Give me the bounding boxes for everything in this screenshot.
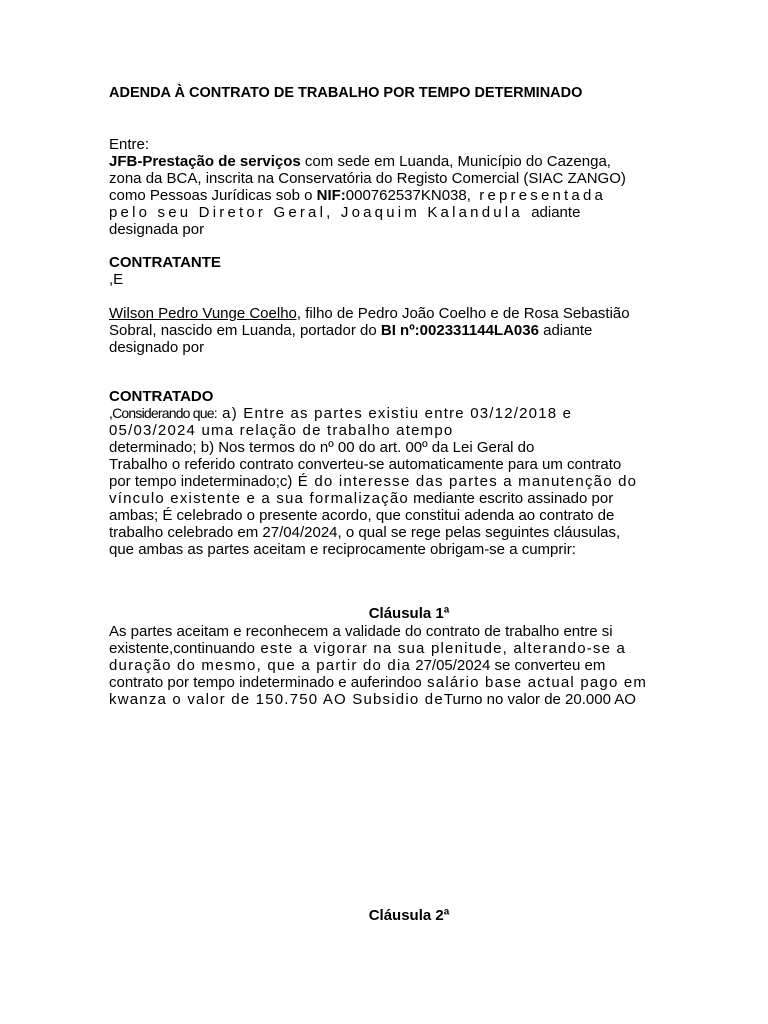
party1-name: JFB-Prestação de serviços bbox=[109, 153, 301, 170]
party2-line-3: designado por bbox=[109, 339, 205, 356]
considerando-line-1 bbox=[109, 405, 669, 422]
considerando-line-4: Trabalho o referido contrato converteu-se automaticamente para um contrato bbox=[109, 456, 622, 473]
considerando-label: ,Considerando que: bbox=[109, 405, 217, 421]
considerando-line-7: ambas; É celebrado o presente acordo, que constitui adenda ao contrato de bbox=[109, 507, 615, 524]
party1-line-3 bbox=[109, 187, 669, 204]
party1-text-1: com sede em Luanda, Município do Cazenga, bbox=[300, 153, 611, 170]
clausula-1-text-4a: contrato por tempo indeterminado e auferindoo bbox=[109, 674, 422, 691]
clausula-1-body bbox=[109, 623, 669, 708]
contratado-block bbox=[109, 388, 669, 558]
party2-block bbox=[109, 305, 669, 356]
considerando-text-6b: mediante escrito assinado por bbox=[408, 490, 614, 507]
clausula-1-text-2a: existente,continuando bbox=[109, 640, 255, 657]
clausula-1-text-5b: Turno no valor de 20.000 AO bbox=[443, 691, 636, 708]
bi-number: BI nº:002331144LA036 bbox=[380, 322, 539, 339]
nif-label: NIF: bbox=[316, 187, 346, 204]
considerando-text-1: a) Entre as partes existiu entre 03/12/2018 e bbox=[216, 405, 573, 422]
party2-line-2 bbox=[109, 322, 669, 339]
considerando-text-5a: por tempo indeterminado;c) bbox=[109, 473, 293, 490]
clausula-1-text-3a: duração do mesmo, que a partir do dia bbox=[109, 657, 412, 674]
considerando-line-8: trabalho celebrado em 27/04/2024, o qual se rege pelas seguintes cláusulas, bbox=[109, 524, 621, 541]
party1-line-2: zona da BCA, inscrita na Conservatória do Registo Comercial (SIAC ZANGO) bbox=[109, 170, 626, 187]
party1-block bbox=[109, 136, 669, 238]
document-title: ADENDA À CONTRATO DE TRABALHO POR TEMPO DETERMINADO bbox=[109, 85, 583, 101]
party1-text-4b: adiante bbox=[527, 204, 581, 221]
party1-text-4: pelo seu Diretor Geral, Joaquim Kalandula bbox=[109, 204, 523, 221]
clausula-1-line-5 bbox=[109, 691, 669, 708]
party1-line-1 bbox=[109, 153, 669, 170]
clausula-1-text-2b: este a vigorar na sua plenitude, alterando-se a bbox=[254, 640, 627, 657]
clausula-1-line-3 bbox=[109, 657, 669, 674]
clausula-1-line-4 bbox=[109, 674, 669, 691]
clausula-1-text-4b: salário base actual pago em bbox=[421, 674, 648, 691]
contratante-suffix: ,E bbox=[109, 271, 124, 288]
party2-line-1 bbox=[109, 305, 669, 322]
party1-text-3a: como Pessoas Jurídicas sob o bbox=[109, 187, 317, 204]
considerando-text-6a: vínculo existente e a sua formalização bbox=[109, 490, 409, 507]
considerando-line-2: 05/03/2024 uma relação de trabalho atempo bbox=[109, 422, 454, 439]
clausula-1-line-2 bbox=[109, 640, 669, 657]
considerando-line-6 bbox=[109, 490, 669, 507]
party2-name: Wilson Pedro Vunge Coelho, bbox=[109, 305, 302, 322]
clausula-1-text-5a: kwanza o valor de 150.750 AO Subsidio de bbox=[109, 691, 444, 708]
clausula-1-text-3b: 27/05/2024 se converteu em bbox=[411, 657, 606, 674]
considerando-line-9: que ambas as partes aceitam e reciprocamente obrigam-se a cumprir: bbox=[109, 541, 576, 558]
considerando-text-5b: É do interesse das partes a manutenção do bbox=[292, 473, 638, 490]
considerando-line-3: determinado; b) Nos termos do nº 00 do art. 00º da Lei Geral do bbox=[109, 439, 535, 456]
party2-text-2a: Sobral, nascido em Luanda, portador do bbox=[109, 322, 381, 339]
clausula-1-line-1: As partes aceitam e reconhecem a validade do contrato de trabalho entre si bbox=[109, 623, 613, 640]
entre-label: Entre: bbox=[109, 136, 150, 153]
party1-line-5: designada por bbox=[109, 221, 205, 238]
considerando-line-5 bbox=[109, 473, 669, 490]
party1-line-4 bbox=[109, 204, 669, 221]
party1-text-3b: representada bbox=[479, 187, 607, 204]
clausula-1-heading: Cláusula 1ª bbox=[368, 605, 450, 622]
nif-value: 000762537KN038, bbox=[345, 187, 471, 204]
clausula-2-heading: Cláusula 2ª bbox=[368, 907, 450, 924]
party2-text-1: filho de Pedro João Coelho e de Rosa Sebastião bbox=[301, 305, 630, 322]
contratante-label: CONTRATANTE bbox=[109, 254, 221, 271]
contratado-label: CONTRATADO bbox=[109, 388, 214, 405]
contratante-block bbox=[109, 254, 669, 288]
party2-text-2b: adiante bbox=[538, 322, 593, 339]
